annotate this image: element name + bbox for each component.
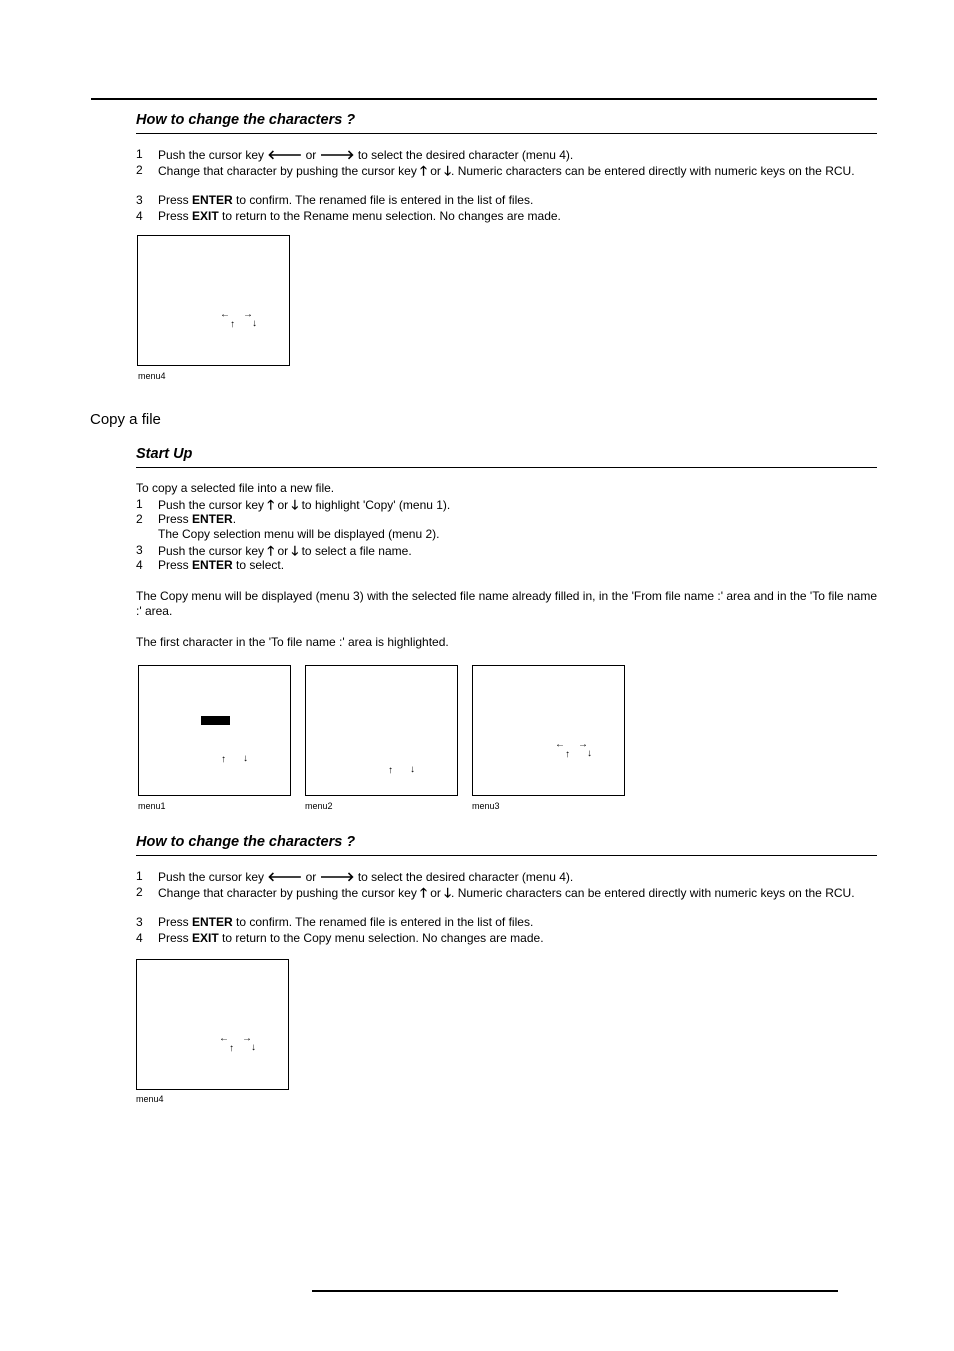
- startup-intro: To copy a selected file into a new file.: [136, 481, 335, 495]
- step-text: Press EXIT to return to the Copy menu selection. No changes are made.: [158, 931, 544, 945]
- arrow-up-icon: ↑: [565, 749, 570, 760]
- arrow-down-icon: ↓: [243, 753, 248, 764]
- arrow-down-icon: 🡓: [291, 497, 299, 512]
- section2-underline: [136, 855, 877, 856]
- menu1-screen: [138, 665, 291, 796]
- arrow-down-icon: ↓: [251, 1042, 256, 1053]
- arrow-down-icon: ↓: [410, 764, 415, 775]
- arrow-up-icon: ↑: [221, 754, 226, 765]
- step-number: 4: [136, 209, 143, 223]
- menu2-screen: [305, 665, 458, 796]
- step-text: Press ENTER to confirm. The renamed file is entered in the list of files.: [158, 915, 534, 929]
- arrow-left-icon: ←: [220, 309, 230, 320]
- step-number: 3: [136, 193, 143, 207]
- step-number: 4: [136, 558, 143, 572]
- arrow-right-icon: →: [243, 309, 253, 320]
- section2-heading: How to change the characters ?: [136, 834, 356, 850]
- arrow-left-icon: 🡐: [267, 147, 303, 162]
- arrow-right-icon: →: [242, 1033, 252, 1044]
- arrow-right-icon: 🡒: [319, 869, 355, 884]
- arrow-up-icon: 🡑: [267, 543, 275, 558]
- section1-heading: How to change the characters ?: [136, 112, 356, 128]
- arrow-left-icon: ←: [219, 1033, 229, 1044]
- startup-paragraph: The first character in the 'To file name :' area is highlighted.: [136, 635, 449, 649]
- step-number: 2: [136, 512, 143, 526]
- arrow-down-icon: ↓: [252, 318, 257, 329]
- step-number: 3: [136, 543, 143, 557]
- startup-underline: [136, 467, 877, 468]
- arrow-up-icon: ↑: [388, 765, 393, 776]
- step-text: Push the cursor key 🡑 or 🡓 to highlight 'Copy' (menu 1).: [158, 497, 451, 512]
- arrow-left-icon: ←: [555, 739, 565, 750]
- menu3-screen: [472, 665, 625, 796]
- step-text: Change that character by pushing the cursor key 🡑 or 🡓. Numeric characters can be entered directly with numeric keys on the RCU.: [158, 885, 855, 900]
- step-number: 1: [136, 147, 143, 161]
- step-text: Push the cursor key 🡑 or 🡓 to select a file name.: [158, 543, 412, 558]
- step-text: Push the cursor key 🡐 or 🡒 to select the desired character (menu 4).: [158, 147, 574, 162]
- copy-section-title: Copy a file: [90, 411, 161, 428]
- step-text: Press ENTER to confirm. The renamed file is entered in the list of files.: [158, 193, 534, 207]
- arrow-right-icon: 🡒: [319, 147, 355, 162]
- highlight-bar: [201, 716, 230, 725]
- arrow-down-icon: 🡓: [444, 885, 452, 900]
- step-number: 2: [136, 885, 143, 899]
- menu1-caption: menu1: [138, 801, 166, 811]
- top-rule: [91, 98, 877, 100]
- arrow-up-icon: 🡑: [267, 497, 275, 512]
- menu3-caption: menu3: [472, 801, 500, 811]
- menu4-screen: [136, 959, 289, 1090]
- arrow-up-icon: 🡑: [420, 885, 427, 900]
- arrow-left-icon: 🡐: [267, 869, 303, 884]
- startup-paragraph: The Copy menu will be displayed (menu 3) with the selected file name already filled in, in the 'From file name :' area and in the 'To file name :' area.: [136, 589, 877, 618]
- section1-underline: [136, 133, 877, 134]
- startup-heading: Start Up: [136, 446, 193, 462]
- step-text: The Copy selection menu will be displayed (menu 2).: [158, 527, 440, 541]
- arrow-up-icon: ↑: [230, 319, 235, 330]
- arrow-up-icon: ↑: [229, 1043, 234, 1054]
- step-text: Press ENTER.: [158, 512, 237, 526]
- menu2-caption: menu2: [305, 801, 333, 811]
- arrow-up-icon: 🡑: [420, 163, 427, 178]
- step-number: 1: [136, 869, 143, 883]
- arrow-down-icon: 🡓: [291, 543, 299, 558]
- menu4-caption: menu4: [136, 1094, 164, 1104]
- arrow-down-icon: 🡓: [444, 163, 452, 178]
- bottom-rule: [312, 1290, 838, 1292]
- step-number: 2: [136, 163, 143, 177]
- step-text: Press EXIT to return to the Rename menu selection. No changes are made.: [158, 209, 561, 223]
- step-text: Press ENTER to select.: [158, 558, 285, 572]
- menu4-caption: menu4: [138, 371, 166, 381]
- step-number: 4: [136, 931, 143, 945]
- arrow-down-icon: ↓: [587, 748, 592, 759]
- step-number: 3: [136, 915, 143, 929]
- menu4-screen: [137, 235, 290, 366]
- step-number: 1: [136, 497, 143, 511]
- step-text: Push the cursor key 🡐 or 🡒 to select the desired character (menu 4).: [158, 869, 574, 884]
- step-text: Change that character by pushing the cursor key 🡑 or 🡓. Numeric characters can be entered directly with numeric keys on the RCU.: [158, 163, 855, 178]
- arrow-right-icon: →: [578, 739, 588, 750]
